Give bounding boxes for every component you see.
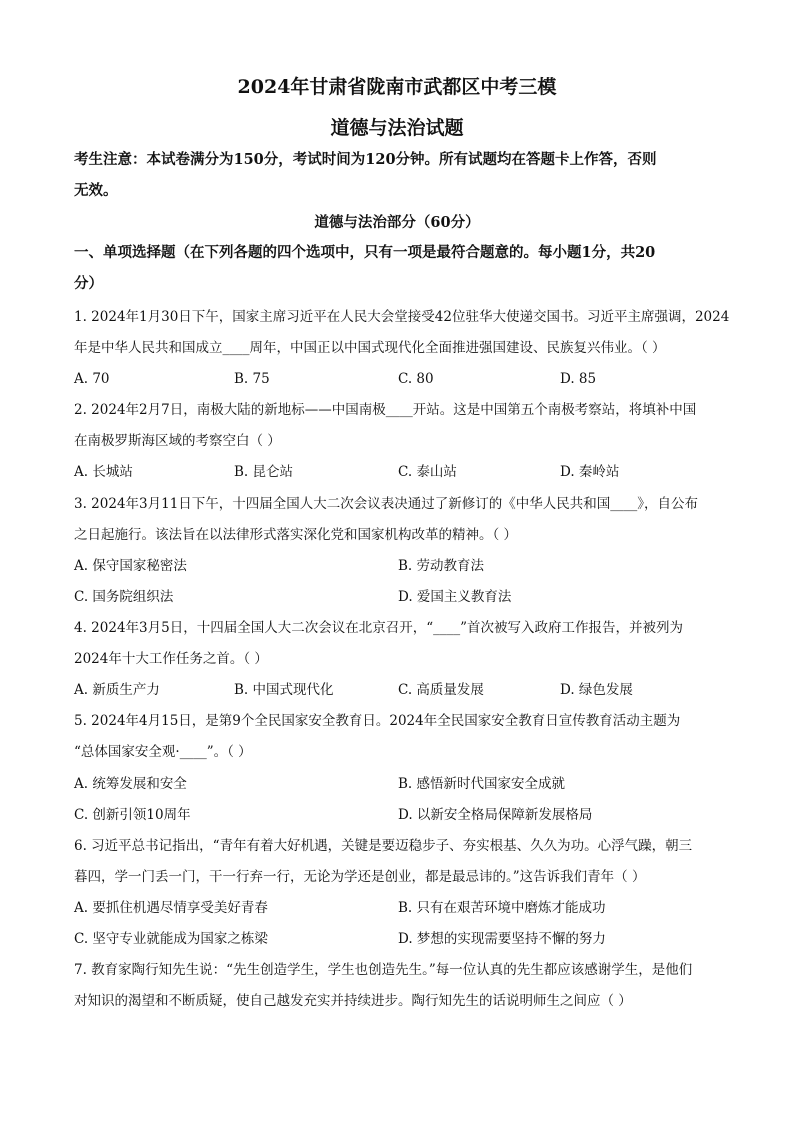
question-3-option-d: D. 爱国主义教育法 (398, 589, 512, 605)
question-1-option-b: B. 75 (234, 371, 270, 387)
question-3-option-a: A. 保守国家秘密法 (74, 558, 187, 574)
question-4-line-1: 4. 2024年3月5日，十四届全国人大二次会议在北京召开，“____”首次被写入政府工作报告，并被列为 (74, 620, 684, 636)
question-4-line-2: 2024年十大工作任务之首。（ ） (74, 651, 268, 667)
question-1-line-1: 1. 2024年1月30日下午，国家主席习近平在人民大会堂接受42位驻华大使递交国书。习近平主席强调，2024 (74, 309, 730, 325)
question-2-line-2: 在南极罗斯海区域的考察空白（ ） (74, 433, 281, 449)
notice-line-2: 无效。 (74, 182, 118, 199)
question-1-option-c: C. 80 (398, 371, 434, 387)
question-1-line-2: 年是中华人民共和国成立____周年，中国正以中国式现代化全面推进强国建设、民族复兴伟业。（ ） (74, 340, 666, 356)
question-6-line-1: 6. 习近平总书记指出，“青年有着大好机遇，关键是要迈稳步子、夯实根基、久久为功。心浮气躁，朝三 (74, 838, 693, 854)
question-5-option-c: C. 创新引领10周年 (74, 807, 191, 823)
part-one-line-2: 分） (74, 275, 103, 292)
question-6-option-b: B. 只有在艰苦环境中磨炼才能成功 (398, 900, 606, 916)
question-3-option-c: C. 国务院组织法 (74, 589, 174, 605)
question-5-line-1: 5. 2024年4月15日，是第9个全民国家安全教育日。2024年全民国家安全教育日宣传教育活动主题为 (74, 713, 681, 729)
question-2-option-a: A. 长城站 (74, 464, 133, 480)
question-3-line-1: 3. 2024年3月11日下午，十四届全国人大二次会议表决通过了新修订的《中华人民共和国____》，自公布 (74, 496, 699, 512)
question-6-option-c: C. 坚守专业就能成为国家之栋梁 (74, 931, 268, 947)
question-5-line-2: “总体国家安全观·____”。（ ） (74, 744, 252, 760)
question-6-line-2: 暮四，学一门丢一门，干一行弃一行，无论为学还是创业，都是最忌讳的。”这告诉我们青年（ ） (74, 869, 646, 885)
question-5-option-b: B. 感悟新时代国家安全成就 (398, 776, 566, 792)
question-6-option-a: A. 要抓住机遇尽情享受美好青春 (74, 900, 268, 916)
question-7-line-2: 对知识的渴望和不断质疑，使自己越发充实并持续进步。陶行知先生的话说明师生之间应（ ） (74, 993, 632, 1009)
question-2-line-1: 2. 2024年2月7日，南极大陆的新地标——中国南极____开站。这是中国第五个南极考察站，将填补中国 (74, 402, 697, 418)
question-4-option-c: C. 高质量发展 (398, 682, 484, 698)
question-4-option-d: D. 绿色发展 (560, 682, 633, 698)
question-2-option-b: B. 昆仑站 (234, 464, 294, 480)
question-3-option-b: B. 劳动教育法 (398, 558, 485, 574)
notice-line-1: 考生注意：本试卷满分为150分，考试时间为120分钟。所有试题均在答题卡上作答，否则 (74, 151, 657, 168)
question-5-option-a: A. 统筹发展和安全 (74, 776, 187, 792)
question-1-option-a: A. 70 (74, 371, 110, 387)
question-3-line-2: 之日起施行。该法旨在以法律形式落实深化党和国家机构改革的精神。（ ） (74, 527, 518, 543)
question-5-option-d: D. 以新安全格局保障新发展格局 (398, 807, 593, 823)
question-6-option-d: D. 梦想的实现需要坚持不懈的努力 (398, 931, 606, 947)
exam-title: 2024年甘肃省陇南市武都区中考三模 (237, 76, 557, 98)
question-2-option-d: D. 秦岭站 (560, 464, 620, 480)
question-4-option-b: B. 中国式现代化 (234, 682, 334, 698)
question-4-option-a: A. 新质生产力 (74, 682, 160, 698)
part-one-line-1: 一、单项选择题（在下列各题的四个选项中，只有一项是最符合题意的。每小题1分，共20 (74, 244, 656, 261)
exam-subtitle: 道德与法治试题 (330, 117, 464, 139)
question-7-line-1: 7. 教育家陶行知先生说：“先生创造学生，学生也创造先生。”每一位认真的先生都应该感谢学生，是他们 (74, 962, 693, 978)
section-title: 道德与法治部分（60分） (314, 214, 480, 231)
question-1-option-d: D. 85 (560, 371, 597, 387)
question-2-option-c: C. 泰山站 (398, 464, 457, 480)
